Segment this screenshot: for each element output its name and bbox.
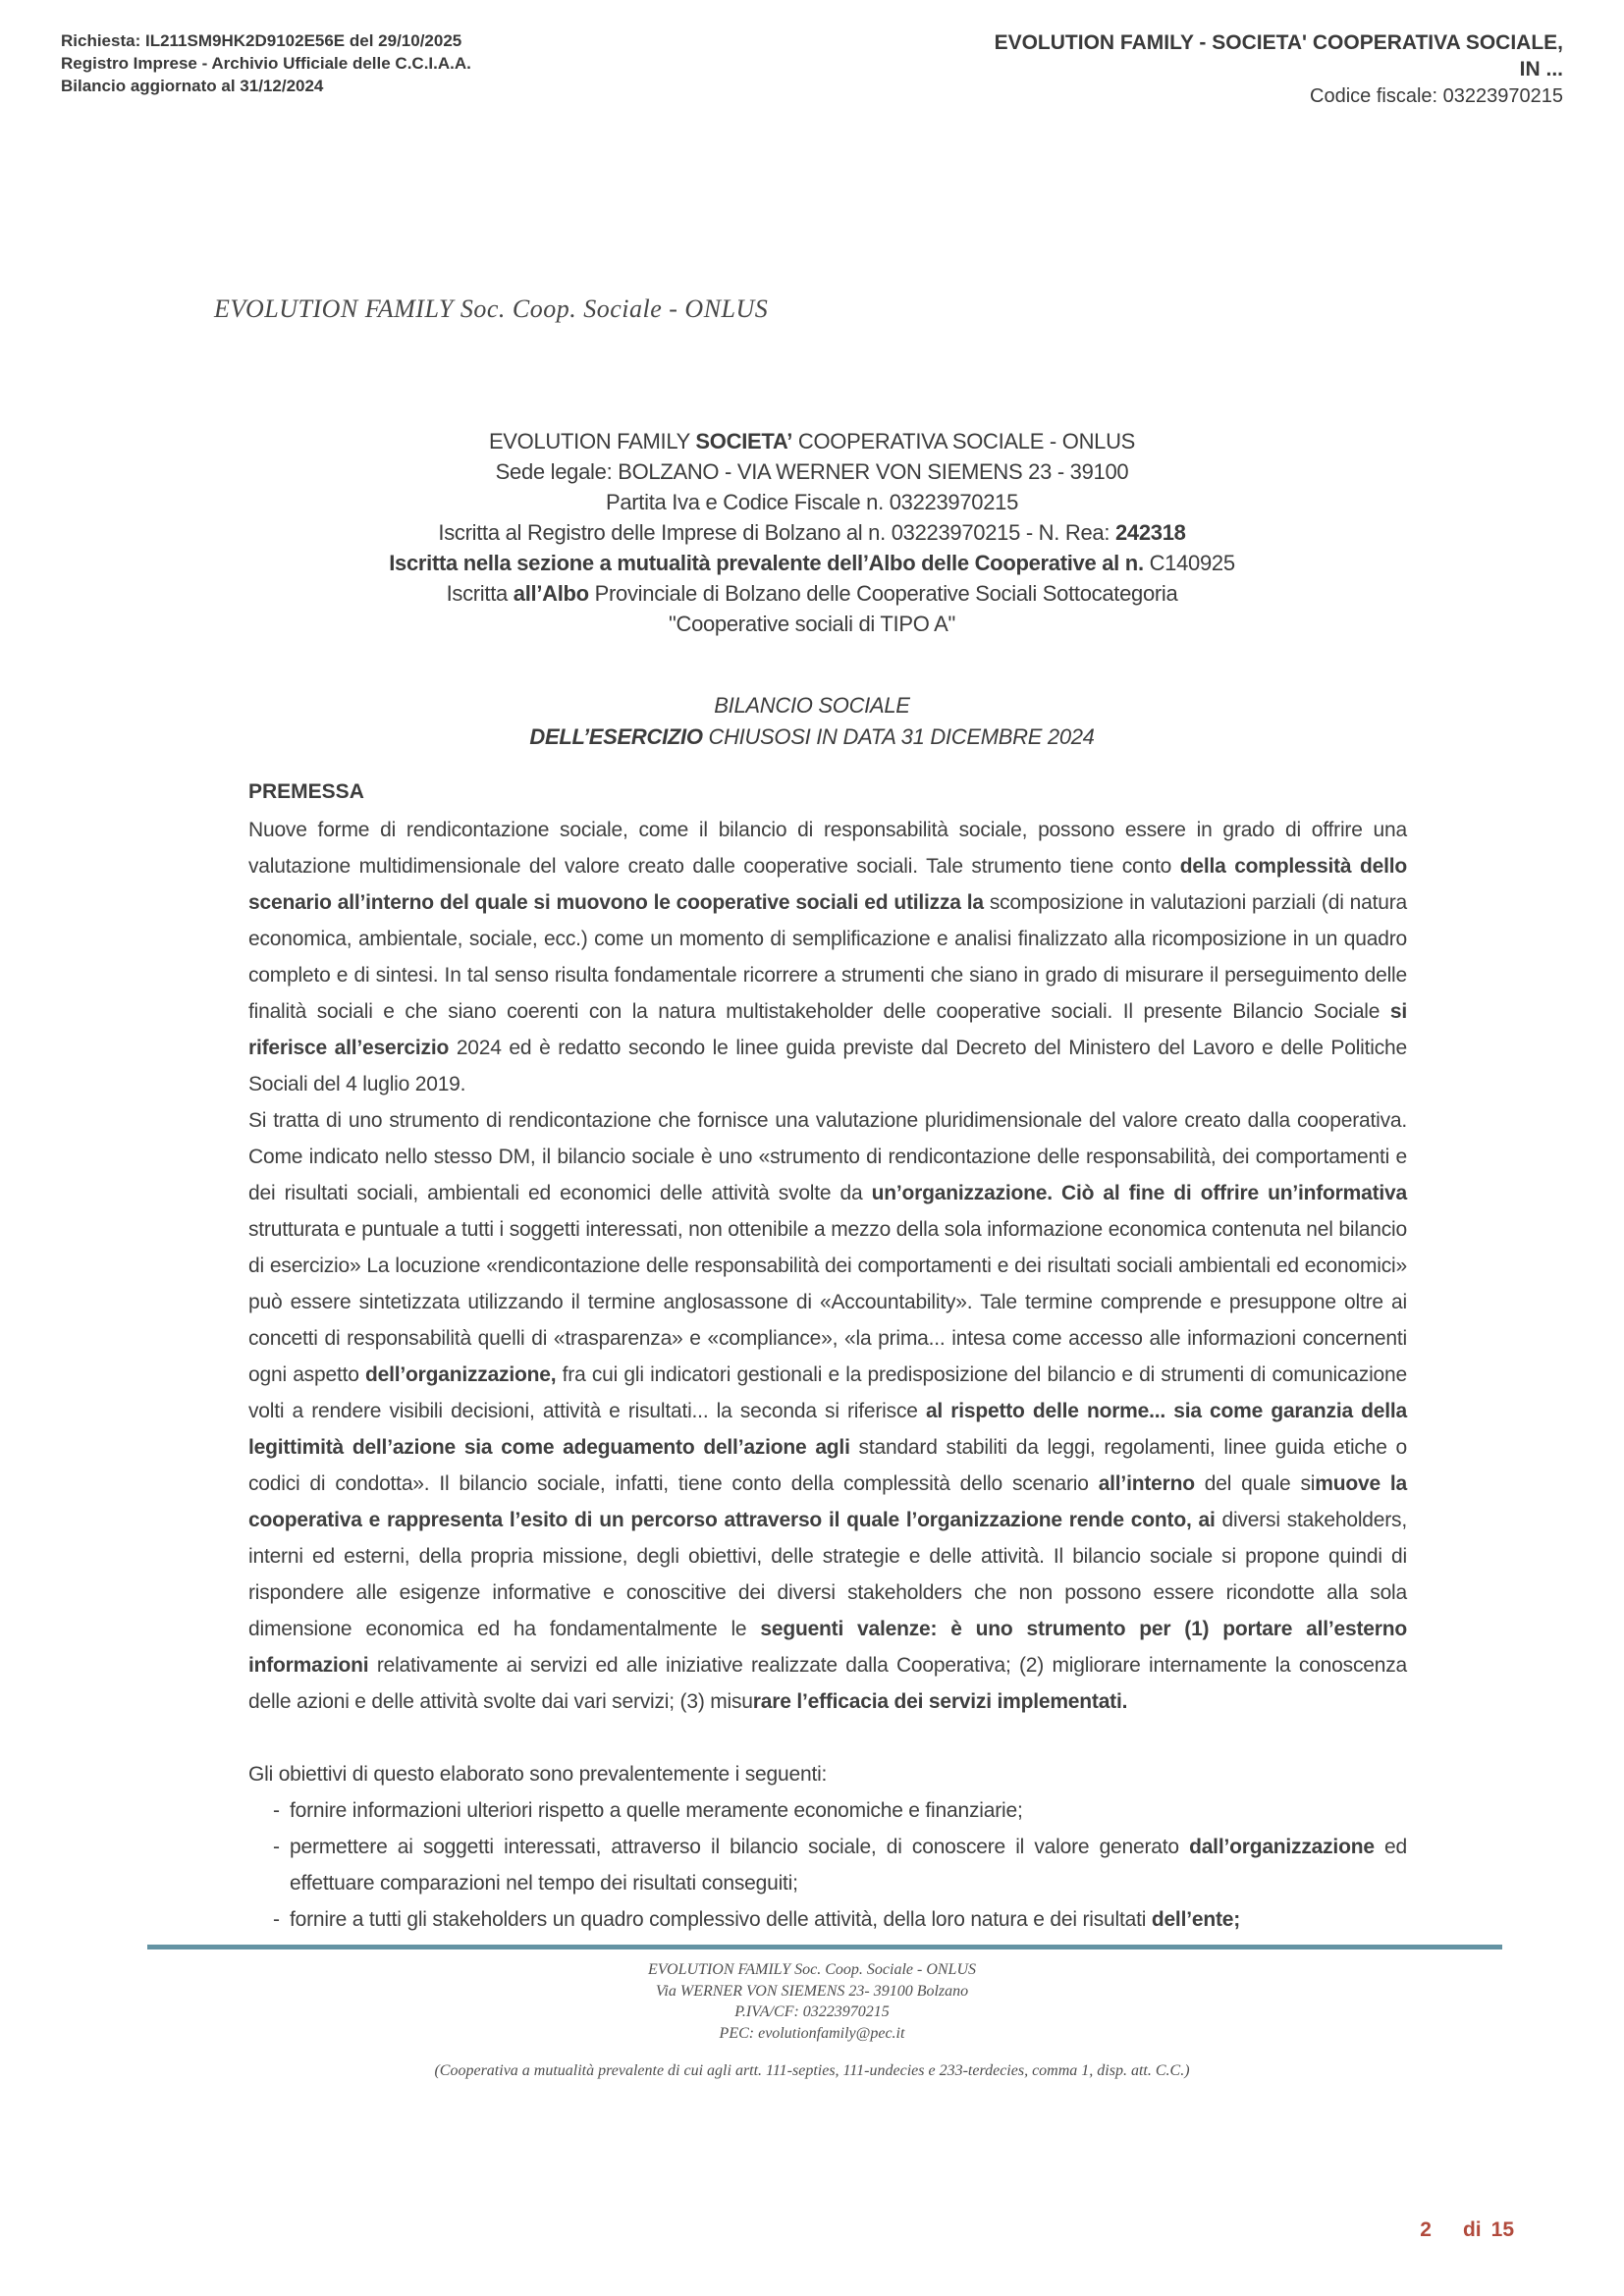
company-address-line: Sede legale: BOLZANO - VIA WERNER VON SIEMENS 23 - 39100 <box>495 459 1129 484</box>
subject-block <box>0 690 1624 753</box>
objectives-list-item-text: fornire informazioni ulteriori rispetto a quelle meramente economiche e finanziarie; <box>290 1799 1023 1822</box>
company-vat-line: Partita Iva e Codice Fiscale n. 03223970215 <box>605 490 1019 514</box>
company-mutuality-line: Iscritta nella sezione a mutualità prevalente dell’Albo delle Cooperative al n. C140925 <box>389 551 1235 575</box>
footer-company-block <box>0 1959 1624 2044</box>
registry-request-line: Richiesta: IL211SM9HK2D9102E56E del 29/10/2025 <box>61 31 462 50</box>
footer-company-vat: P.IVA/CF: 03223970215 <box>734 2003 890 2020</box>
page-number-total: 15 <box>1490 2218 1514 2241</box>
footer-company-pec: PEC: evolutionfamily@pec.it <box>719 2024 905 2042</box>
registry-header <box>61 29 471 97</box>
objectives-list <box>248 1792 1407 1938</box>
registry-balance-line: Bilancio aggiornato al 31/12/2024 <box>61 77 324 95</box>
company-header <box>995 29 1563 108</box>
footer-legal-note: (Cooperativa a mutualità prevalente di cui agli artt. 111-septies, 111-undecies e 233-terdecies, comma 1, disp. att. C.C.) <box>434 2062 1190 2079</box>
company-registry-line: Iscritta al Registro delle Imprese di Bolzano al n. 03223970215 - N. Rea: 242318 <box>438 520 1186 545</box>
running-title: EVOLUTION FAMILY Soc. Coop. Sociale - ONLUS <box>214 294 769 323</box>
premessa-paragraph-2: Si tratta di uno strumento di rendicontazione che fornisce una valutazione pluridimensionale del valore creato dalla cooperativa. Come indicato nello stesso DM, il bilancio sociale è uno «strumento di rendicontazione delle responsabilità, dei comportamenti e dei risultati sociali, ambientali ed economici delle attività svolte da un’organizzazione. Ciò al fine di offrire un’informativa strutturata e puntuale a tutti i soggetti interessati, non ottenibile a mezzo della sola informazione economica contenuta nel bilancio di esercizio» La locuzione «rendicontazione delle responsabilità dei comportamenti e dei risultati sociali ambientali ed economici» può essere sintetizzata utilizzando il termine anglosassone di «Accountability». Tale termine comprende e presuppone oltre ai concetti di responsabilità quelli di «trasparenza» e «compliance», «la prima... intesa come accesso alle informazioni concernenti ogni aspetto dell’organizzazione, fra cui gli indicatori gestionali e la predisposizione del bilancio e di strumenti di comunicazione volti a rendere visibili decisioni, attività e risultati... la seconda si riferisce al rispetto delle norme... sia come garanzia della legittimità dell’azione sia come adeguamento dell’azione agli standard stabiliti da leggi, regolamenti, linee guida etiche o codici di condotta». Il bilancio sociale, infatti, tiene conto della complessità dello scenario all’interno del quale simuove la cooperativa e rappresenta l’esito di un percorso attraverso il quale l’organizzazione rende conto, ai diversi stakeholders, interni ed esterni, della propria missione, degli obiettivi, delle strategie e delle attività. Il bilancio sociale si propone quindi di rispondere alle esigenze informative e conoscitive dei diversi stakeholders che non possono essere ricondotte alla sola dimensione economica ed ha fondamentalmente le seguenti valenze: è uno strumento per (1) portare all’esterno informazioni relativamente ai servizi ed alle iniziative realizzate dalla Cooperativa; (2) migliorare internamente la conoscenza delle azioni e delle attività svolte dai vari servizi; (3) misurare l’efficacia dei servizi implementati. <box>248 1109 1407 1713</box>
premessa-body <box>248 812 1407 1938</box>
company-albo-line: Iscritta all’Albo Provinciale di Bolzano delle Cooperative Sociali Sottocategoria <box>446 581 1178 606</box>
footer-divider <box>147 1945 1502 1949</box>
registry-office-line: Registro Imprese - Archivio Ufficiale delle C.C.I.A.A. <box>61 54 471 73</box>
company-type-line: "Cooperative sociali di TIPO A" <box>668 612 956 636</box>
company-name-line: EVOLUTION FAMILY SOCIETA’ COOPERATIVA SOCIALE - ONLUS <box>488 429 1136 454</box>
premessa-heading: PREMESSA <box>248 780 364 803</box>
objectives-list-item <box>248 1829 1407 1901</box>
footer-company-name: EVOLUTION FAMILY Soc. Coop. Sociale - ONLUS <box>647 1961 977 1978</box>
objectives-intro: Gli obiettivi di questo elaborato sono prevalentemente i seguenti: <box>248 1763 828 1786</box>
page-number-separator: di <box>1462 2218 1482 2241</box>
footer-company-address: Via WERNER VON SIEMENS 23- 39100 Bolzano <box>655 1982 969 2000</box>
objectives-list-item-text: fornire a tutti gli stakeholders un quadro complessivo delle attività, della loro natura e dei risultati dell’ente; <box>290 1908 1241 1931</box>
company-header-title-line2: IN ... <box>1519 58 1563 80</box>
premessa-paragraph-1: Nuove forme di rendicontazione sociale, come il bilancio di responsabilità sociale, possono essere in grado di offrire una valutazione multidimensionale del valore creato dalle cooperative sociali. Tale strumento tiene conto della complessità dello scenario all’interno del quale si muovono le cooperative sociali ed utilizza la scomposizione in valutazioni parziali (di natura economica, ambientale, sociale, ecc.) come un momento di semplificazione e analisi finalizzato alla ricomposizione in un quadro completo e di sintesi. In tal senso risulta fondamentale ricorrere a strumenti che siano in grado di misurare il perseguimento delle finalità sociali e che siano coerenti con la natura multistakeholder delle cooperative sociali. Il presente Bilancio Sociale si riferisce all’esercizio 2024 ed è redatto secondo le linee guida previste dal Decreto del Ministero del Lavoro e delle Politiche Sociali del 4 luglio 2019. <box>248 819 1407 1095</box>
company-fiscal-code: Codice fiscale: 03223970215 <box>1310 85 1563 107</box>
subject-line2: DELL’ESERCIZIO CHIUSOSI IN DATA 31 DICEMBRE 2024 <box>529 724 1095 749</box>
page-number <box>1420 2218 1514 2242</box>
page-number-current: 2 <box>1420 2218 1432 2241</box>
objectives-list-item <box>248 1792 1407 1829</box>
objectives-list-item <box>248 1901 1407 1938</box>
objectives-list-item-text: permettere ai soggetti interessati, attraverso il bilancio sociale, di conoscere il valore generato dall’organizzazione ed effettuare comparazioni nel tempo dei risultati conseguiti; <box>290 1836 1407 1895</box>
bullet-dash: - <box>273 1799 280 1822</box>
company-identification-block <box>0 426 1624 639</box>
bullet-dash: - <box>273 1836 280 1858</box>
subject-line1: BILANCIO SOCIALE <box>714 693 910 718</box>
company-header-title-line1: EVOLUTION FAMILY - SOCIETA' COOPERATIVA SOCIALE, <box>994 31 1563 54</box>
bullet-dash: - <box>273 1908 280 1931</box>
